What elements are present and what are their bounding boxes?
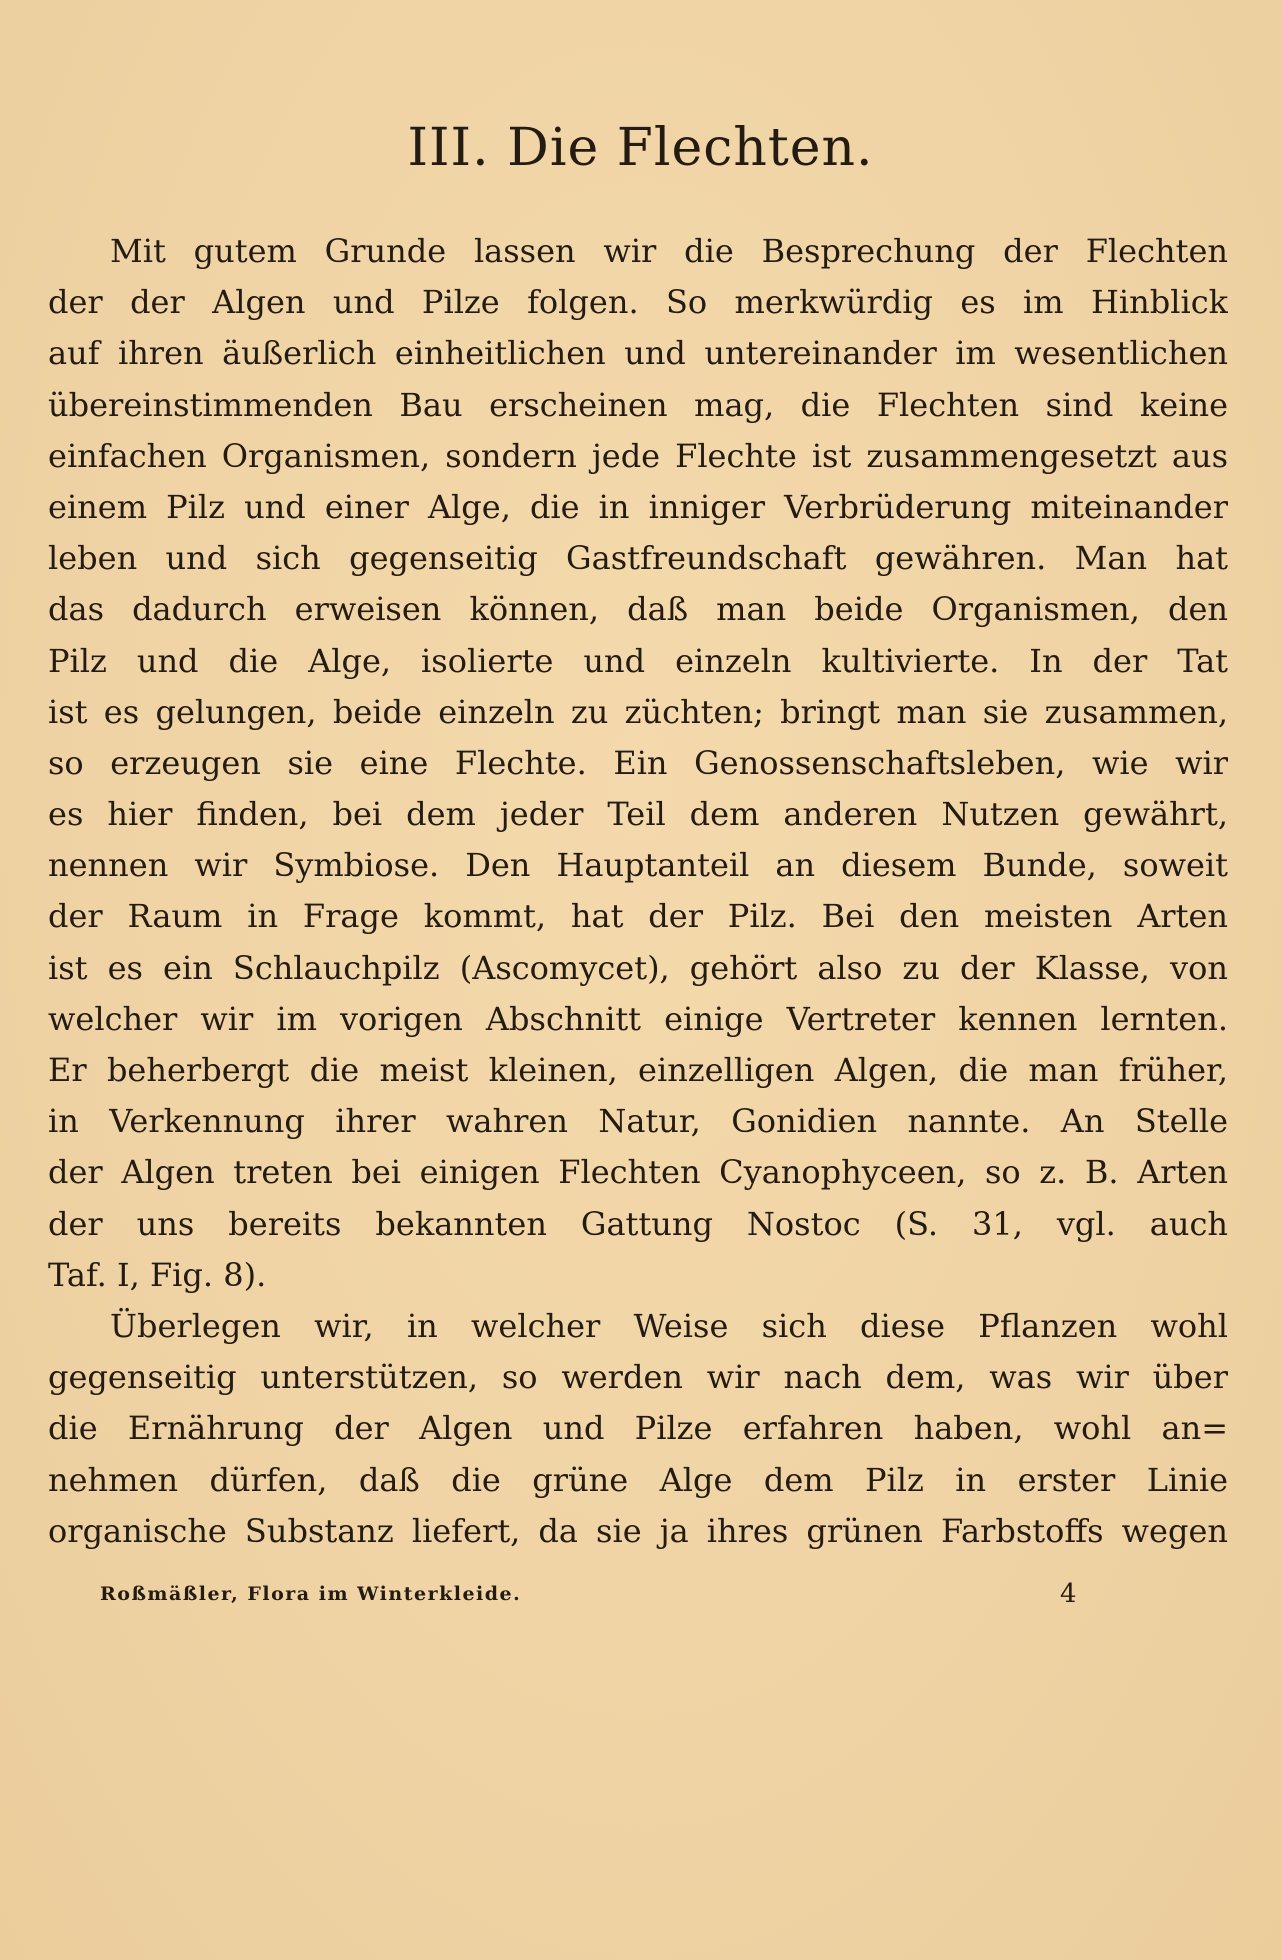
- text-line: der der Algen und Pilze folgen. So merkwürdig es im Hinblick: [48, 283, 1228, 322]
- text-line: Pilz und die Alge, isolierte und einzeln kultivierte. In der Tat: [48, 641, 1228, 680]
- text-line: es hier finden, bei dem jeder Teil dem anderen Nutzen gewährt,: [48, 795, 1228, 834]
- text-line: einfachen Organismen, sondern jede Flechte ist zusammengesetzt aus: [48, 436, 1228, 475]
- text-line: so erzeugen sie eine Flechte. Ein Genossenschaftsleben, wie wir: [48, 743, 1228, 782]
- text-line: übereinstimmenden Bau erscheinen mag, die Flechten sind keine: [48, 385, 1228, 424]
- text-line: gegenseitig unterstützen, so werden wir nach dem, was wir über: [48, 1358, 1228, 1397]
- page-footer: [100, 1579, 1100, 1623]
- text-line: nehmen dürfen, daß die grüne Alge dem Pilz in erster Linie: [48, 1460, 1228, 1499]
- text-line: Er beherbergt die meist kleinen, einzelligen Algen, die man früher,: [48, 1051, 1228, 1089]
- text-line: der Algen treten bei einigen Flechten Cyanophyceen, so z. B. Arten: [48, 1153, 1228, 1192]
- text-line: einem Pilz und einer Alge, die in inniger Verbrüderung miteinander: [48, 487, 1228, 526]
- text-line: ist es gelungen, beide einzeln zu züchten; bringt man sie zusammen,: [48, 692, 1228, 731]
- text-line: leben und sich gegenseitig Gastfreundschaft gewähren. Man hat: [48, 539, 1228, 578]
- running-footer-title: Roßmäßler, Flora im Winterkleide.: [100, 1583, 522, 1605]
- text-line: auf ihren äußerlich einheitlichen und untereinander im wesentlichen: [48, 334, 1228, 373]
- text-line: die Ernährung der Algen und Pilze erfahren haben, wohl an=: [48, 1409, 1228, 1448]
- text-line: der Raum in Frage kommt, hat der Pilz. Bei den meisten Arten: [48, 897, 1228, 936]
- text-line: das dadurch erweisen können, daß man beide Organismen, den: [48, 590, 1228, 629]
- signature-mark: 4: [1060, 1579, 1077, 1609]
- text-line: der uns bereits bekannten Gattung Nostoc (S. 31, vgl. auch: [48, 1204, 1228, 1243]
- chapter-title: III. Die Flechten.: [407, 118, 874, 178]
- body-text: [48, 226, 1228, 1557]
- text-line: Taf. I, Fig. 8).: [48, 1255, 267, 1294]
- text-line: Mit gutem Grunde lassen wir die Besprechung der Flechten: [110, 232, 1228, 270]
- text-line: nennen wir Symbiose. Den Hauptanteil an diesem Bunde, soweit: [48, 846, 1228, 885]
- text-line: welcher wir im vorigen Abschnitt einige Vertreter kennen lernten.: [48, 999, 1228, 1038]
- text-line: in Verkennung ihrer wahren Natur, Gonidien nannte. An Stelle: [48, 1102, 1228, 1141]
- text-line: ist es ein Schlauchpilz (Ascomycet), gehört also zu der Klasse, von: [48, 948, 1228, 987]
- text-line: organische Substanz liefert, da sie ja ihres grünen Farbstoffs wegen: [48, 1511, 1228, 1550]
- text-line: Überlegen wir, in welcher Weise sich diese Pflanzen wohl: [110, 1306, 1228, 1345]
